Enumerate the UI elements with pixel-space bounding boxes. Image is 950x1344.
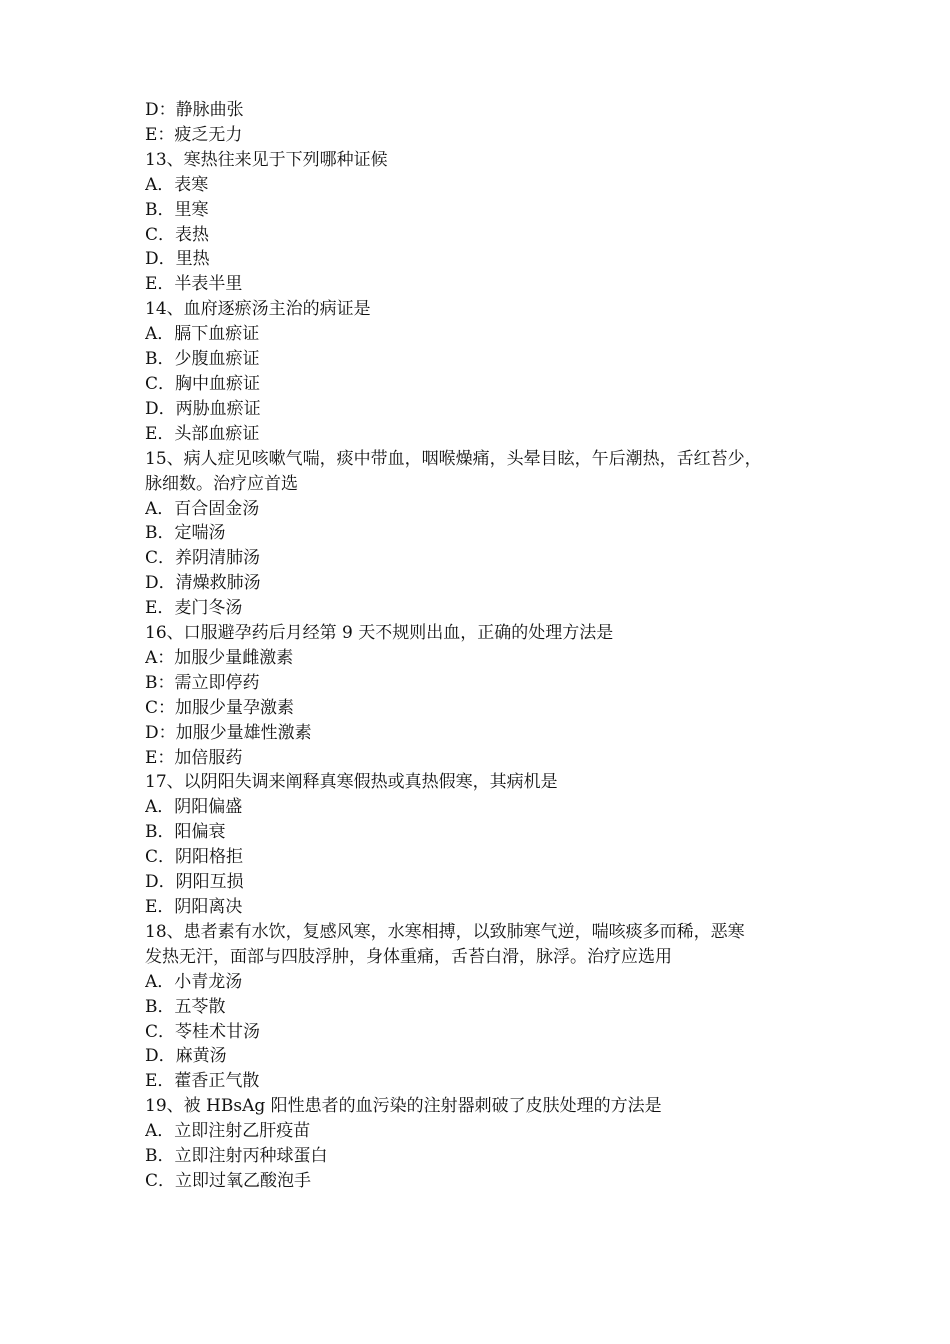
option-line: D．麻黄汤 [145, 1046, 227, 1067]
option-line: B．阳偏衰 [145, 822, 226, 843]
question-line: 13、寒热往来见于下列哪种证候 [145, 149, 388, 170]
option-line: A．表寒 [145, 174, 209, 195]
option-line: E．麦门冬汤 [145, 598, 243, 619]
option-line: E：疲乏无力 [145, 124, 243, 145]
option-line: B：需立即停药 [145, 672, 260, 693]
option-line: A．百合固金汤 [145, 498, 260, 519]
option-line: B．立即注射丙种球蛋白 [145, 1146, 328, 1167]
option-line: D．阴阳互损 [145, 872, 244, 893]
option-line: D：静脉曲张 [145, 100, 244, 120]
option-line: D：加服少量雄性激素 [145, 722, 312, 743]
option-line: D．里热 [145, 249, 210, 270]
option-line: C：加服少量孕激素 [145, 697, 295, 718]
option-line: A．阴阳偏盛 [145, 797, 243, 818]
question-line: 15、病人症见咳嗽气喘，痰中带血，咽喉燥痛，头晕目眩，午后潮热，舌红苔少， [145, 448, 762, 469]
option-line: C．胸中血瘀证 [145, 373, 261, 394]
option-line: D．清燥救肺汤 [145, 573, 261, 594]
question-line-continued: 发热无汗，面部与四肢浮肿，身体重痛，舌苔白滑，脉浮。治疗应选用 [145, 946, 672, 967]
option-line: C．养阴清肺汤 [145, 548, 261, 569]
question-line-continued: 脉细数。治疗应首选 [145, 473, 298, 494]
option-line: E．阴阳离决 [145, 897, 243, 917]
question-line: 18、患者素有水饮，复感风寒，水寒相搏，以致肺寒气逆，喘咳痰多而稀，恶寒 [145, 921, 745, 942]
option-line: B．五苓散 [145, 996, 226, 1017]
option-line: A．立即注射乙肝疫苗 [145, 1121, 311, 1142]
option-line: A．小青龙汤 [145, 971, 243, 992]
option-line: E：加倍服药 [145, 747, 243, 768]
question-line: 19、被 HBsAg 阳性患者的血污染的注射器刺破了皮肤处理的方法是 [145, 1096, 662, 1117]
option-line: C．苓桂术甘汤 [145, 1021, 261, 1042]
option-line: E．头部血瘀证 [145, 423, 260, 444]
option-line: E．半表半里 [145, 274, 243, 295]
option-line: B．少腹血瘀证 [145, 349, 260, 370]
option-line: A．膈下血瘀证 [145, 324, 260, 345]
question-line: 14、血府逐瘀汤主治的病证是 [145, 299, 371, 320]
option-line: E．藿香正气散 [145, 1071, 260, 1092]
option-line: A：加服少量雌激素 [145, 647, 294, 668]
option-line: C．表热 [145, 224, 210, 245]
question-line: 16、口服避孕药后月经第 9 天不规则出血，正确的处理方法是 [145, 623, 614, 644]
option-line: C．立即过氧乙酸泡手 [145, 1170, 312, 1191]
question-line: 17、以阴阳失调来阐释真寒假热或真热假寒，其病机是 [145, 772, 558, 793]
option-line: C．阴阳格拒 [145, 847, 244, 868]
option-line: B．定喘汤 [145, 523, 226, 544]
option-line: D．两胁血瘀证 [145, 398, 261, 419]
option-line: B．里寒 [145, 199, 209, 220]
document-page [145, 98, 825, 1194]
